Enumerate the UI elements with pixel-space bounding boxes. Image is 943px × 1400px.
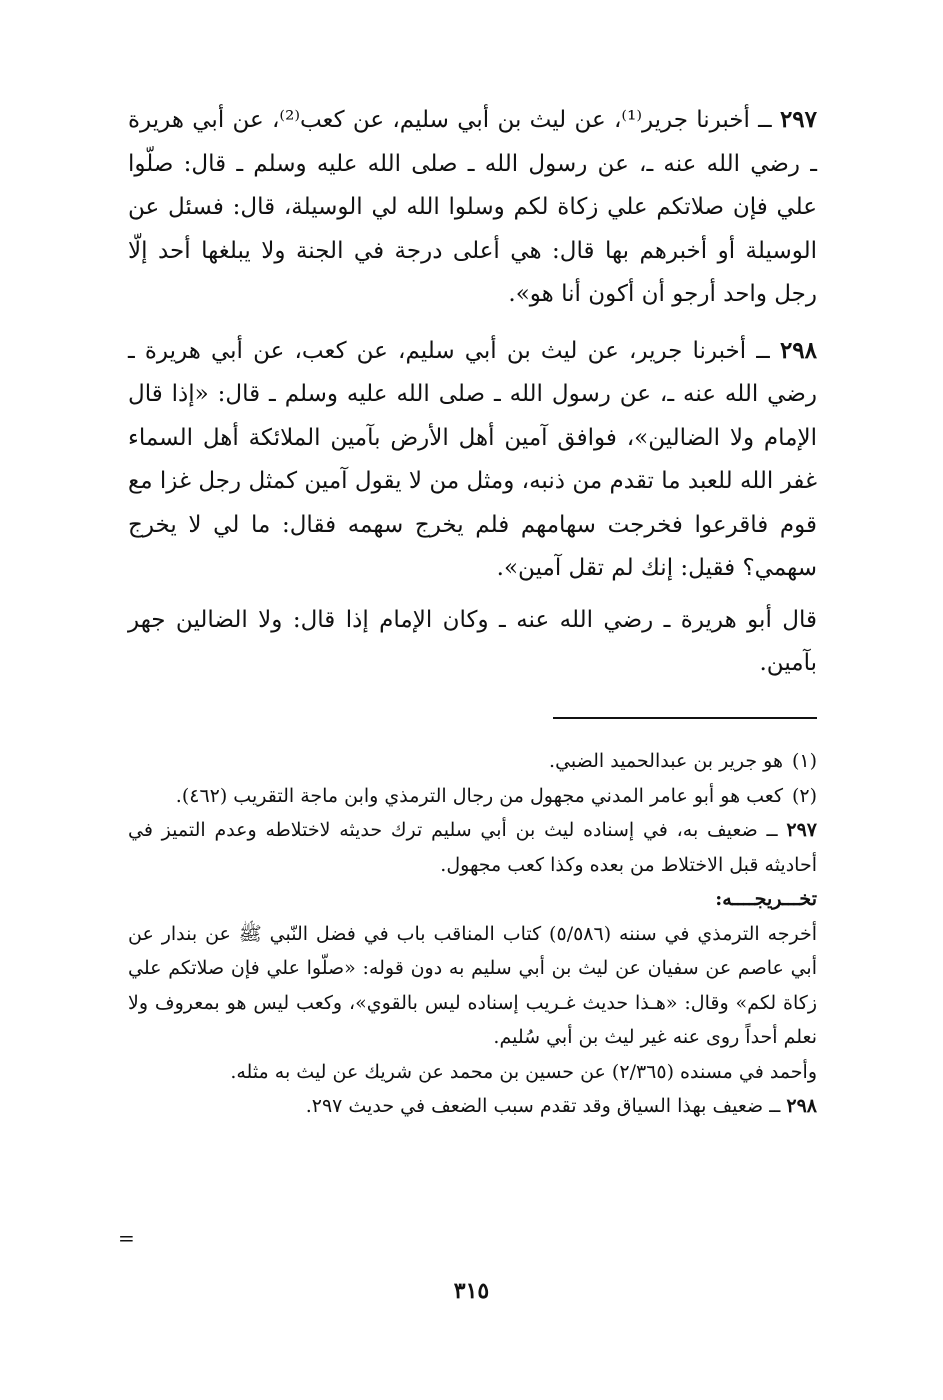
- hadith-number: ٢٩٨: [779, 336, 817, 364]
- note-text: ــ ضعيف به، في إسناده ليث بن أبي سليم ترك حديثه لاختلاطه وعدم التميز في أحاديثه قبل الاختلاط من بعده وكذا كعب مجهول.: [128, 819, 817, 876]
- footnotes-section: [128, 744, 817, 1124]
- hadith-text: ــ أخبرنا جرير، عن ليث بن أبي سليم، عن كعب، عن أبي هريرة ـ رضي الله عنه ـ، عن رسول الله ـ صلى الله عليه وسلم ـ قال: «إذا قال الإمام ولا الضالين»، فوافق آمين أهل الأرض بآمين الملائكة أهل السماء غفر الله للعبد ما تقدم من ذنبه، ومثل من لا يقول آمين كمثل رجل غزا مع قوم فاقرعوا فخرجت سهامهم فلم يخرج سهمه فقال: ما لي لا يخرج سهمي؟ فقيل: إنك لم تقل آمين».: [128, 337, 817, 581]
- continuation-mark: =: [118, 1226, 135, 1250]
- takhrij-text: أخرجه الترمذي في سننه (٥/٥٨٦) كتاب المناقب باب في فضل النّبي ﷺ عن بندار عن أبي عاصم عن سفيان عن ليث بن أبي سليم به دون قوله: «صلّوا علي فإن صلاتكم علي زكاة لكم» وقال: «هـذا حديث غـريب إسناده ليس بالقوي»، وكعب ليس هو بمعروف ولا نعلم أحداً روى عنه غير ليث بن أبي سُليم.: [128, 922, 818, 1048]
- hadith-text: ــ أخبرنا جرير⁽¹⁾، عن ليث بن أبي سليم، عن كعب⁽²⁾، عن أبي هريرة ـ رضي الله عنه ـ، عن رسول الله ـ صلى الله عليه وسلم ـ قال: صلّوا علي فإن صلاتكم علي زكاة لكم وسلوا الله لي الوسيلة، قال: فسئل عن الوسيلة أو أخبرهم بها قال: هي أعلى درجة في الجنة ولا يبلغها أحد إلّا رجل واحد أرجو أن أكون أنا هو».: [128, 107, 817, 307]
- footnote-2: [128, 779, 817, 814]
- ahmad-text: وأحمد في مسنده (٢/٣٦٥) عن حسين بن محمد عن شريك عن ليث به مثله.: [230, 1060, 817, 1083]
- footnote-divider: [553, 717, 817, 719]
- hadith-298-continuation: قال أبو هريرة ـ رضي الله عنه ـ وكان الإمام إذا قال: ولا الضالين جهر بآمين.: [128, 606, 817, 676]
- footnote-1: [128, 744, 817, 779]
- footnote-text: هو جرير بن عبدالحميد الضبي.: [549, 750, 783, 772]
- note-text: ــ ضعيف بهذا السياق وقد تقدم سبب الضعف في حديث ٢٩٧.: [305, 1095, 787, 1117]
- note-number: ٢٩٨: [786, 1095, 817, 1117]
- footnote-text: كعب هو أبو عامر المدني مجهول من رجال الترمذي وابن ماجة التقريب (٤٦٢).: [175, 784, 783, 807]
- footnote-mark: (٢): [791, 784, 817, 807]
- note-298: [128, 1089, 817, 1124]
- footnote-mark: (١): [791, 750, 817, 772]
- takhrij-heading: تخـــريجــــه:: [715, 888, 817, 910]
- hadith-298: [128, 329, 817, 591]
- hadith-number: ٢٩٧: [779, 106, 817, 133]
- note-297: [128, 813, 817, 882]
- hadith-297: [128, 98, 817, 317]
- note-number: ٢٩٧: [786, 819, 817, 841]
- main-text: [128, 98, 817, 698]
- page-number: ٣١٥: [453, 1278, 490, 1304]
